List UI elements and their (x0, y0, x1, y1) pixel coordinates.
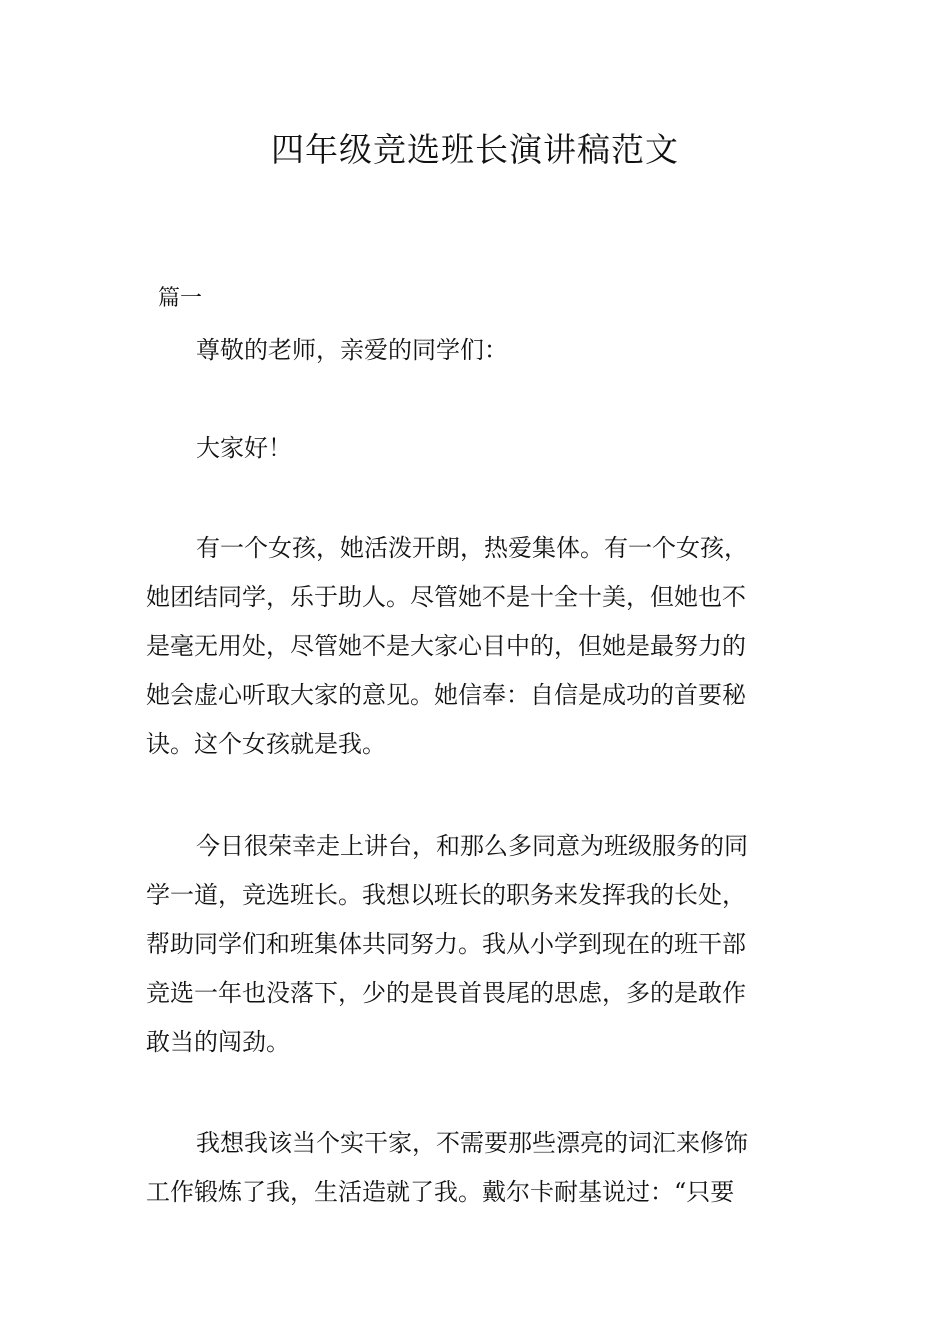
paragraph-1-line-2: 她团结同学，乐于助人。尽管她不是十全十美，但她也不 (146, 583, 746, 611)
paragraph-1-line-5: 诀。这个女孩就是我。 (146, 730, 386, 758)
paragraph-2-line-5: 敢当的闯劲。 (146, 1028, 290, 1056)
paragraph-2-line-2: 学一道，竞选班长。我想以班长的职务来发挥我的长处， (146, 881, 746, 909)
paragraph-1-line-4: 她会虚心听取大家的意见。她信奉：自信是成功的首要秘 (146, 681, 746, 709)
section-label: 篇一 (158, 286, 203, 311)
salutation-line: 尊敬的老师，亲爱的同学们： (196, 336, 508, 364)
paragraph-3-line-1: 我想我该当个实干家，不需要那些漂亮的词汇来修饰 (196, 1129, 748, 1157)
paragraph-1-line-1: 有一个女孩，她活泼开朗，热爱集体。有一个女孩， (196, 534, 748, 562)
document-title: 四年级竞选班长演讲稿范文 (271, 130, 679, 169)
paragraph-2-line-1: 今日很荣幸走上讲台，和那么多同意为班级服务的同 (196, 832, 748, 860)
paragraph-2-line-3: 帮助同学们和班集体共同努力。我从小学到现在的班干部 (146, 930, 746, 958)
paragraph-1-line-3: 是毫无用处，尽管她不是大家心目中的，但她是最努力的 (146, 632, 746, 660)
paragraph-2-line-4: 竞选一年也没落下，少的是畏首畏尾的思虑，多的是敢作 (146, 979, 746, 1007)
greeting-line: 大家好！ (196, 434, 292, 462)
paragraph-3-line-2: 工作锻炼了我，生活造就了我。戴尔卡耐基说过：“只要 (146, 1178, 735, 1206)
